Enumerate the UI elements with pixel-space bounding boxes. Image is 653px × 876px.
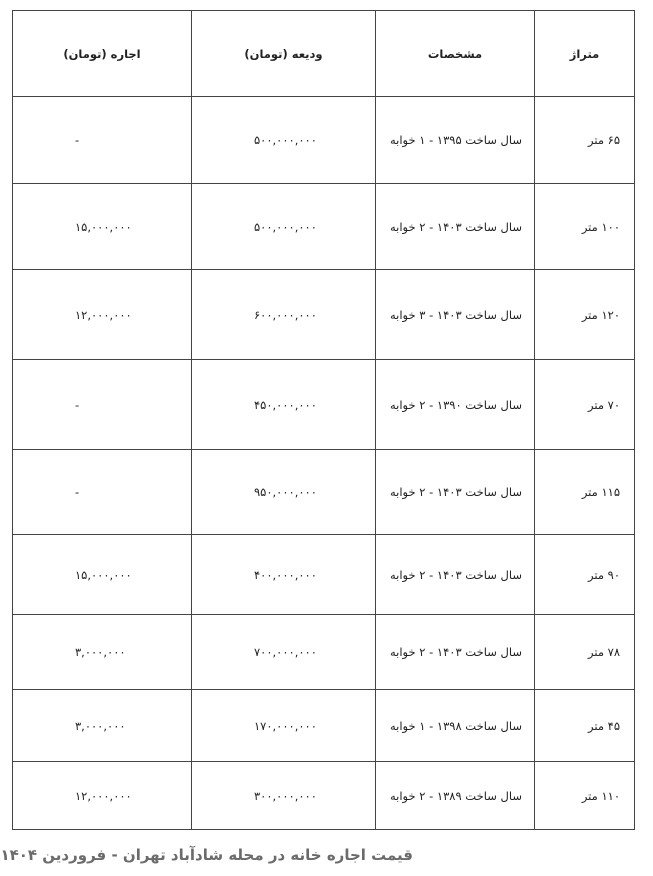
header-area: متراژ: [535, 11, 635, 97]
cell-deposit: ۱۷۰,۰۰۰,۰۰۰: [192, 690, 376, 762]
cell-deposit: ۳۰۰,۰۰۰,۰۰۰: [192, 762, 376, 830]
rent-price-table-container: [12, 10, 634, 830]
table-row: [13, 535, 635, 615]
header-rent: اجاره (تومان): [13, 11, 192, 97]
table-caption: قیمت اجاره خانه در محله شادآباد تهران - فروردین ۱۴۰۴: [0, 846, 413, 864]
cell-deposit: ۵۰۰,۰۰۰,۰۰۰: [192, 184, 376, 270]
cell-area: ۱۱۰ متر: [535, 762, 635, 830]
table-row: [13, 360, 635, 450]
cell-area: ۱۲۰ متر: [535, 270, 635, 360]
cell-specs: سال ساخت ۱۴۰۳ - ۲ خوابه: [376, 450, 535, 535]
table-row: [13, 690, 635, 762]
cell-area: ۶۵ متر: [535, 97, 635, 184]
cell-specs: سال ساخت ۱۳۸۹ - ۲ خوابه: [376, 762, 535, 830]
cell-rent: ۱۵,۰۰۰,۰۰۰: [13, 184, 192, 270]
cell-rent: -: [13, 450, 192, 535]
rent-price-table: [12, 10, 635, 830]
header-specs: مشخصات: [376, 11, 535, 97]
cell-rent: ۳,۰۰۰,۰۰۰: [13, 615, 192, 690]
cell-area: ۷۸ متر: [535, 615, 635, 690]
cell-area: ۷۰ متر: [535, 360, 635, 450]
header-deposit: ودیعه (تومان): [192, 11, 376, 97]
table-row: [13, 270, 635, 360]
cell-rent: -: [13, 360, 192, 450]
table-row: [13, 450, 635, 535]
table-row: [13, 97, 635, 184]
cell-specs: سال ساخت ۱۴۰۳ - ۲ خوابه: [376, 184, 535, 270]
cell-deposit: ۶۰۰,۰۰۰,۰۰۰: [192, 270, 376, 360]
cell-specs: سال ساخت ۱۴۰۳ - ۲ خوابه: [376, 615, 535, 690]
cell-rent: ۱۵,۰۰۰,۰۰۰: [13, 535, 192, 615]
table-header-row: [13, 11, 635, 97]
table-row: [13, 762, 635, 830]
cell-rent: ۱۲,۰۰۰,۰۰۰: [13, 762, 192, 830]
cell-deposit: ۷۰۰,۰۰۰,۰۰۰: [192, 615, 376, 690]
cell-specs: سال ساخت ۱۳۹۰ - ۲ خوابه: [376, 360, 535, 450]
cell-deposit: ۴۰۰,۰۰۰,۰۰۰: [192, 535, 376, 615]
cell-specs: سال ساخت ۱۳۹۵ - ۱ خوابه: [376, 97, 535, 184]
cell-specs: سال ساخت ۱۴۰۳ - ۳ خوابه: [376, 270, 535, 360]
cell-area: ۹۰ متر: [535, 535, 635, 615]
cell-area: ۴۵ متر: [535, 690, 635, 762]
cell-area: ۱۱۵ متر: [535, 450, 635, 535]
cell-specs: سال ساخت ۱۴۰۳ - ۲ خوابه: [376, 535, 535, 615]
cell-rent: ۳,۰۰۰,۰۰۰: [13, 690, 192, 762]
cell-deposit: ۵۰۰,۰۰۰,۰۰۰: [192, 97, 376, 184]
cell-specs: سال ساخت ۱۳۹۸ - ۱ خوابه: [376, 690, 535, 762]
cell-deposit: ۴۵۰,۰۰۰,۰۰۰: [192, 360, 376, 450]
cell-rent: -: [13, 97, 192, 184]
cell-rent: ۱۲,۰۰۰,۰۰۰: [13, 270, 192, 360]
cell-deposit: ۹۵۰,۰۰۰,۰۰۰: [192, 450, 376, 535]
cell-area: ۱۰۰ متر: [535, 184, 635, 270]
table-row: [13, 184, 635, 270]
table-row: [13, 615, 635, 690]
